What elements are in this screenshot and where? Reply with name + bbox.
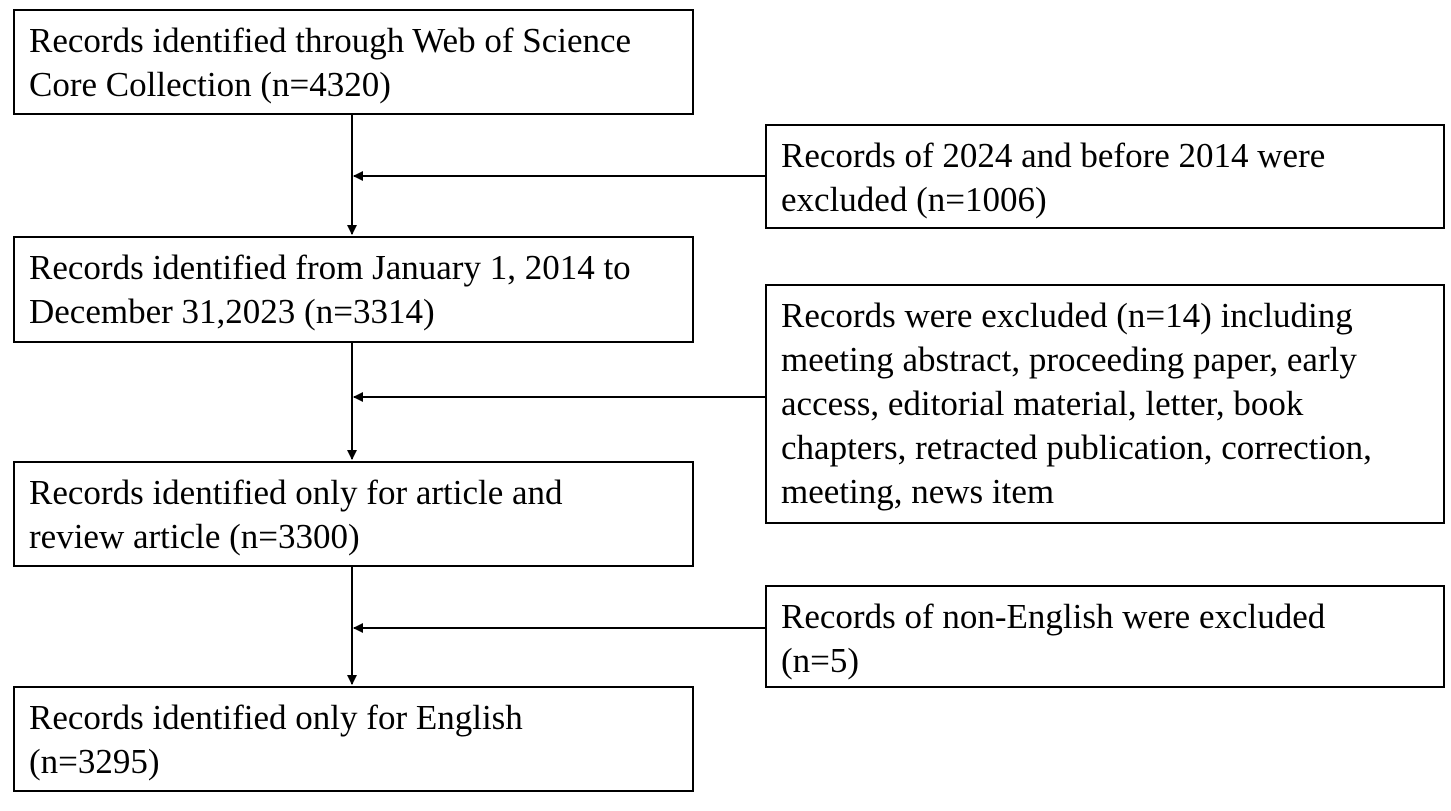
exclusion-box-date-range: Records of 2024 and before 2014 were excluded (n=1006) xyxy=(765,124,1445,229)
exclusion-box-non-english: Records of non-English were excluded (n=5) xyxy=(765,585,1445,688)
step-box-records-article-review: Records identified only for article and review article (n=3300) xyxy=(13,461,694,567)
exclusion-box-document-types: Records were excluded (n=14) including meeting abstract, proceeding paper, early access, editorial material, letter, book chapters, retracted publication, correction, meeting, news item xyxy=(765,284,1445,524)
step-box-records-identified-wos: Records identified through Web of Science Core Collection (n=4320) xyxy=(13,9,694,115)
step-box-records-2014-2023: Records identified from January 1, 2014 to December 31,2023 (n=3314) xyxy=(13,236,694,343)
step-box-records-english: Records identified only for English (n=3295) xyxy=(13,686,694,792)
